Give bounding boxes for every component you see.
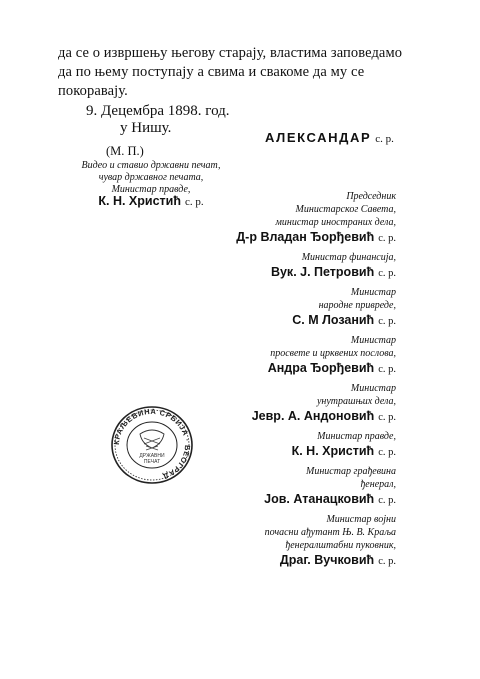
minister-entry	[226, 513, 396, 570]
seal-mark: (М. П.)	[106, 144, 144, 158]
minister-title-line: просвете и црквених послова,	[270, 348, 396, 359]
minister-entry	[226, 251, 396, 282]
minister-entry	[226, 430, 396, 461]
minister-title-line: ђенералштабни пуковник,	[285, 540, 396, 551]
minister-name: С. М Лозанић	[292, 313, 375, 327]
minister-title-line: Министар	[350, 287, 396, 298]
minister-suffix: с. р.	[378, 412, 396, 423]
minister-signature	[226, 491, 396, 509]
minister-signature	[226, 443, 396, 461]
minister-suffix: с. р.	[378, 268, 396, 279]
seal-note-3: Министар правде,	[111, 184, 191, 195]
seal-note-2: чувар државног печата,	[98, 172, 204, 183]
minister-name: Драг. Вучковић	[279, 553, 375, 567]
minister-signature	[226, 229, 396, 247]
minister-suffix: с. р.	[378, 447, 396, 458]
minister-title-line: почасни ађутант Њ. В. Краља	[264, 527, 396, 538]
minister-entry	[226, 465, 396, 509]
seal-center-line-2: ПЕЧАТ	[143, 459, 161, 465]
minister-title-line: Министар	[350, 335, 396, 346]
minister-name: Андра Ђорђевић	[267, 361, 375, 375]
minister-title-line: Председник	[346, 191, 396, 202]
minister-signature	[226, 312, 396, 330]
minister-title-line: министар иностраних дела,	[275, 217, 396, 228]
minister-suffix: с. р.	[378, 495, 396, 506]
minister-signature	[226, 408, 396, 426]
minister-name: Д-р Владан Ђорђевић	[236, 230, 375, 244]
state-seal-stamp	[110, 404, 194, 486]
decree-line-2: да по њему поступају а свима и свакоме да му се	[58, 64, 365, 80]
seal-keeper-name: К. Н. Христић	[98, 194, 181, 208]
minister-title-line: Министар грађевина	[305, 466, 396, 477]
minister-entry	[226, 190, 396, 247]
minister-signature	[226, 264, 396, 282]
minister-name: К. Н. Христић	[291, 444, 375, 458]
minister-suffix: с. р.	[378, 364, 396, 375]
minister-suffix: с. р.	[378, 556, 396, 567]
minister-title-line: народне привреде,	[318, 300, 396, 311]
minister-entry	[226, 382, 396, 426]
minister-signature	[226, 360, 396, 378]
king-suffix: с. р.	[375, 133, 394, 145]
ministers-list	[226, 190, 396, 574]
seal-keeper-suffix: с. р.	[184, 196, 204, 208]
minister-name: Вук. Ј. Петровић	[270, 265, 375, 279]
king-name: АЛЕКСАНДАР	[265, 130, 372, 145]
decree-place: у Нишу.	[120, 120, 172, 136]
minister-title-line: Министар финансија,	[301, 252, 396, 263]
minister-suffix: с. р.	[378, 233, 396, 244]
decree-line-1: да се о извршењу његову старају, властима заповедамо	[58, 45, 403, 61]
minister-title-line: Министар	[350, 383, 396, 394]
minister-suffix: с. р.	[378, 316, 396, 327]
minister-signature	[226, 552, 396, 570]
minister-entry	[226, 286, 396, 330]
minister-title-line: Министар правде,	[317, 431, 396, 442]
king-signature	[265, 130, 394, 145]
minister-name: Јевр. А. Андоновић	[251, 409, 375, 423]
seal-note-1: Видео и ставио државни печат,	[81, 160, 221, 171]
seal-keeper-signature	[60, 194, 242, 208]
seal-center-line-1: ДРЖАВНИ	[139, 453, 165, 459]
minister-title-line: ђенерал,	[360, 479, 396, 490]
minister-title-line: Министар војни	[326, 514, 396, 525]
decree-line-3: покоравају.	[58, 83, 128, 99]
minister-title-line: Министарског Савета,	[295, 204, 396, 215]
decree-date: 9. Децембра 1898. год.	[86, 103, 230, 119]
minister-entry	[226, 334, 396, 378]
minister-title-line: унутрашњих дела,	[316, 396, 396, 407]
seal-center-emblem	[139, 430, 165, 465]
seal-ring-text: КРАЉЕВИНА СРБИЈА · БЕОГРАД	[111, 406, 193, 482]
minister-name: Јов. Атанацковић	[264, 492, 375, 506]
